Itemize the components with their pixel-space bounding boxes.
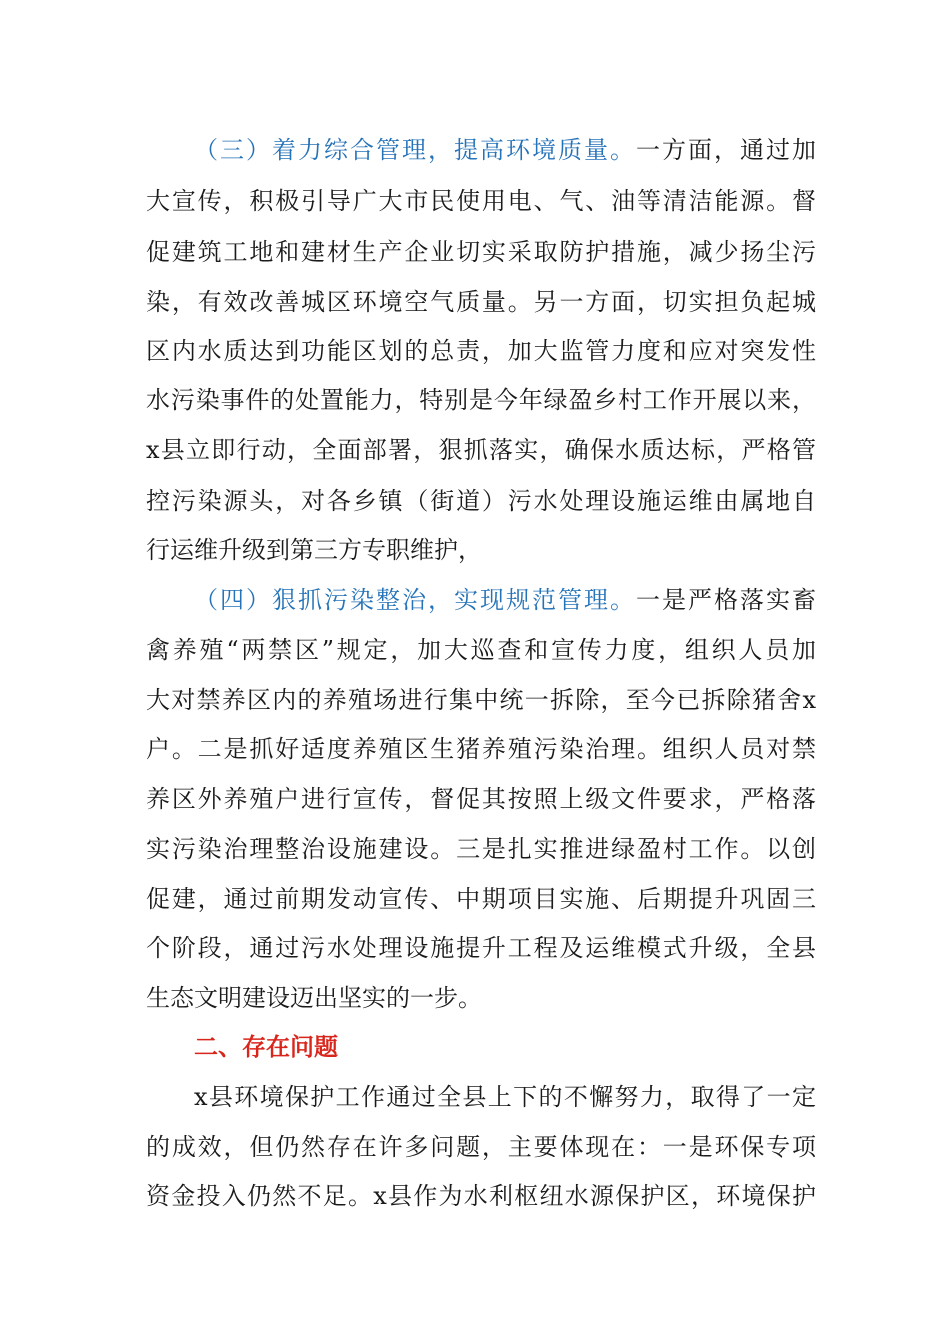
para3-line-4: 染，有效改善城区环境空气质量。另一方面，切实担负起城 [146,288,816,316]
para4-line-9: 生态文明建设迈出坚实的一步。 [146,984,482,1012]
para4-line-1 [194,580,816,620]
para3-heading: （三）着力综合管理，提高环境质量。 [194,136,636,164]
para3-line-3: 促建筑工地和建材生产企业切实采取防护措施，减少扬尘污 [146,238,816,266]
para4-line-4: 户。二是抓好适度养殖区生猪养殖污染治理。组织人员对禁 [146,735,816,763]
para3-line-8: 控污染源头，对各乡镇（街道）污水处理设施运维由属地自 [146,487,816,515]
para3-line-1 [194,130,816,170]
section2-line-1: x县环境保护工作通过全县上下的不懈努力，取得了一定 [194,1083,816,1111]
para3-line-9: 行运维升级到第三方专职维护， [146,536,482,564]
para3-line-6: 水污染事件的处置能力，特别是今年绿盈乡村工作开展以来， [146,386,816,414]
para4-line-2: 禽养殖“两禁区”规定，加大巡查和宣传力度，组织人员加 [146,636,816,664]
para4-line-6: 实污染治理整治设施建设。三是扎实推进绿盈村工作。以创 [146,835,816,863]
para4-heading: （四）狠抓污染整治，实现规范管理。 [194,586,636,614]
para4-line-3: 大对禁养区内的养殖场进行集中统一拆除，至今已拆除猪舍x [146,686,816,714]
para4-line-1-text: 一是严格落实畜 [636,586,816,614]
para4-line-7: 促建，通过前期发动宣传、中期项目实施、后期提升巩固三 [146,885,816,913]
para4-line-5: 养区外养殖户进行宣传，督促其按照上级文件要求，严格落 [146,785,816,813]
para3-line-2: 大宣传，积极引导广大市民使用电、气、油等清洁能源。督 [146,187,816,215]
para4-line-8: 个阶段，通过污水处理设施提升工程及运维模式升级，全县 [146,934,816,962]
para3-line-7: x县立即行动，全面部署，狠抓落实，确保水质达标，严格管 [146,436,816,464]
section2-line-3: 资金投入仍然不足。x县作为水利枢纽水源保护区，环境保护 [146,1182,816,1210]
section2-line-2: 的成效，但仍然存在许多问题，主要体现在：一是环保专项 [146,1133,816,1161]
para3-line-5: 区内水质达到功能区划的总责，加大监管力度和应对突发性 [146,337,816,365]
para3-line-1-text: 一方面，通过加 [636,136,816,164]
section-heading: 二、存在问题 [194,1033,338,1061]
